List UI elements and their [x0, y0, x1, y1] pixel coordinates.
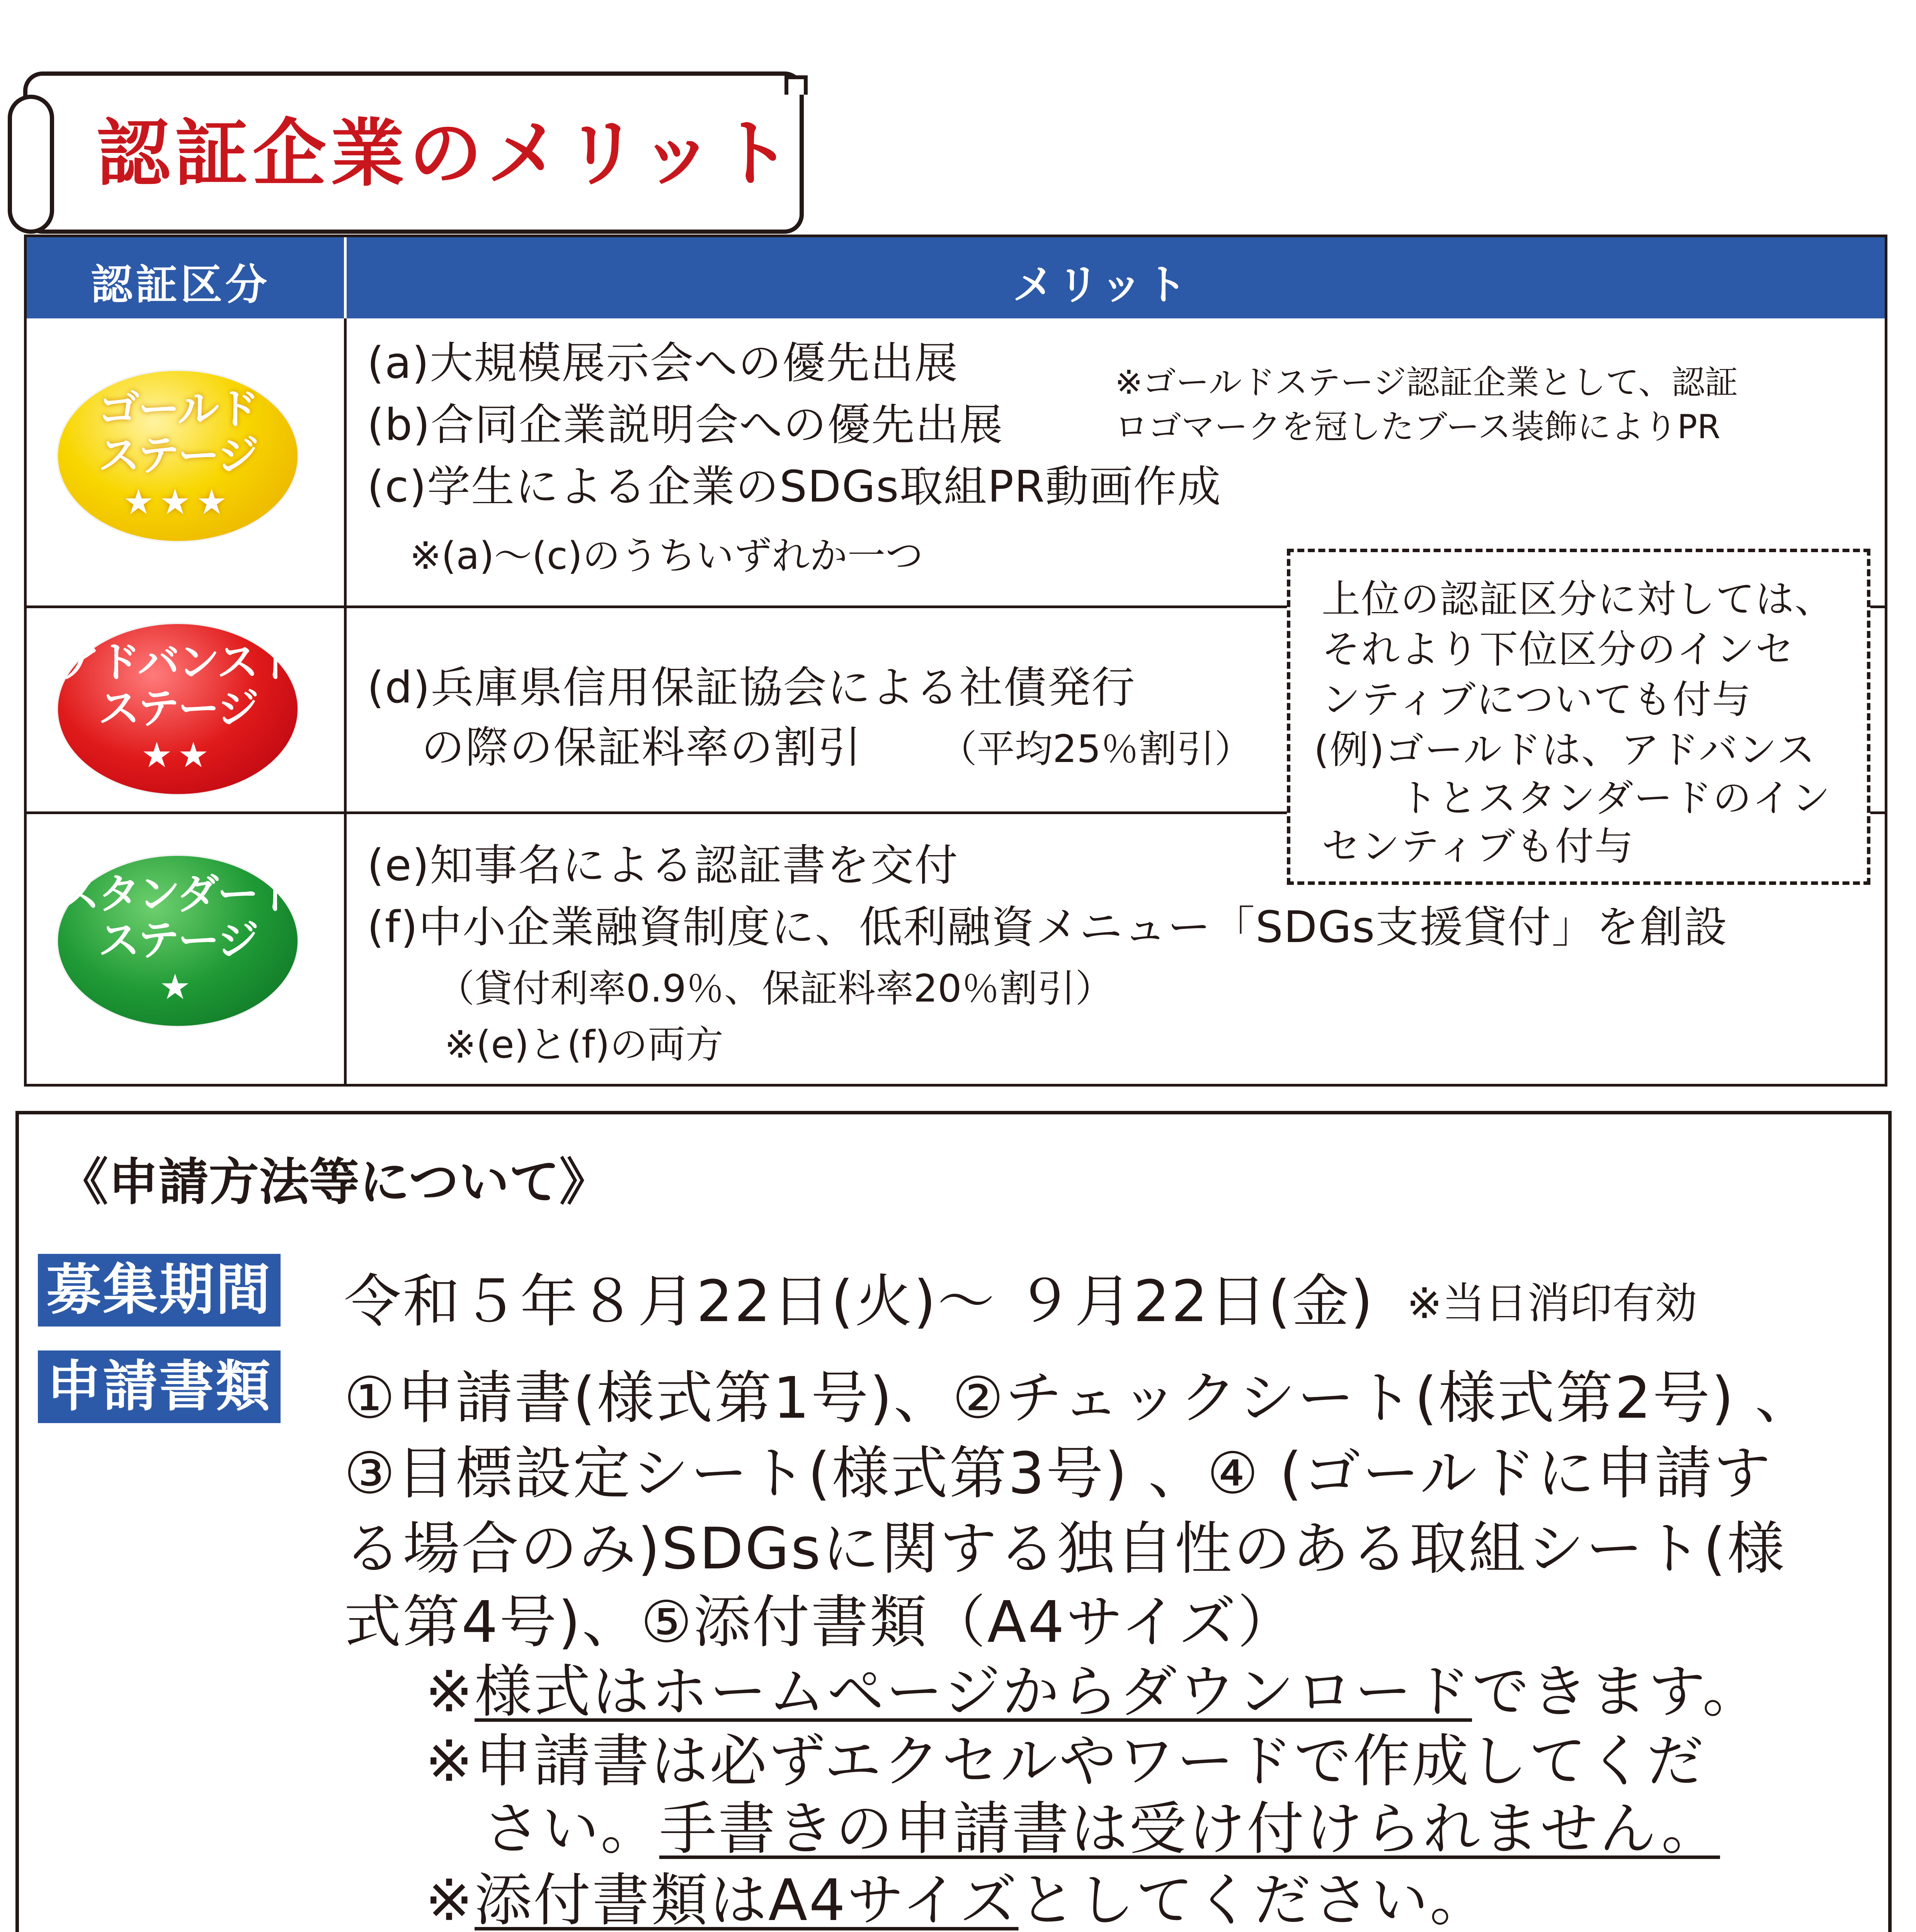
- merit-note: ※(a)〜(c)のうちいずれか一つ: [410, 534, 923, 578]
- star-icons: ★: [159, 967, 196, 1007]
- banner-scroll-curl: [8, 95, 54, 234]
- note-attachment: ※添付書類はA4サイズとしてください。: [425, 1867, 1489, 1932]
- banner-scroll-tab: [784, 75, 808, 95]
- incentive-line: (例)ゴールドは、アドバンス: [1314, 727, 1816, 772]
- merit-table-header: [27, 237, 1885, 318]
- documents-line: 式第4号)、⑤添付書類（A4サイズ）: [344, 1589, 1297, 1655]
- merit-note: ※(e)と(f)の両方: [444, 1023, 723, 1067]
- side-note: ロゴマークを冠したブース装飾によりPR: [1115, 408, 1720, 446]
- merit-item: (e)知事名による認証書を交付: [367, 840, 959, 891]
- period-value: 令和５年８月22日(火)〜 ９月22日(金): [344, 1268, 1375, 1335]
- period-label: 募集期間: [38, 1254, 281, 1327]
- incentive-line: センティブも付与: [1322, 824, 1634, 869]
- documents-label: 申請書類: [38, 1350, 281, 1423]
- incentive-line: それより下位区分のインセ: [1322, 627, 1795, 672]
- application-section-title: 《申請方法等について》: [58, 1153, 610, 1211]
- documents-line: ③目標設定シート(様式第3号) 、④ (ゴールドに申請す: [344, 1440, 1772, 1507]
- standard-stage-badge: スタンダード ステージ ★: [58, 856, 298, 1026]
- merit-item: (b)合同企業説明会への優先出展: [367, 400, 1004, 450]
- period-note: ※当日消印有効: [1407, 1279, 1698, 1328]
- merit-item: (a)大規模展示会への優先出展: [367, 338, 959, 388]
- advanced-stage-badge: アドバンスト ステージ ★★: [58, 624, 298, 794]
- side-note: ※ゴールドステージ認証企業として、認証: [1115, 363, 1738, 402]
- incentive-line: 上位の認証区分に対しては、: [1322, 577, 1834, 622]
- merit-item: (c)学生による企業のSDGs取組PR動画作成: [367, 462, 1222, 512]
- header-category: 認証区分: [91, 261, 271, 309]
- merit-suffix: （平均25％割引）: [939, 727, 1252, 771]
- page-title: 認証企業のメリット: [97, 111, 796, 196]
- gold-stage-badge: ゴールド ステージ ★★★: [58, 371, 298, 541]
- merit-item: (f)中小企業融資制度に、低利融資メニュー「SDGs支援貸付」を創設: [367, 902, 1728, 952]
- documents-line: ①申請書(様式第1号)、②チェックシート(様式第2号) 、: [344, 1365, 1814, 1431]
- incentive-line: トとスタンダードのイン: [1399, 776, 1831, 821]
- header-divider: [344, 237, 347, 318]
- merit-sub: （貸付利率0.9％、保証料率20％割引）: [437, 967, 1113, 1011]
- incentive-line: ンティブについても付与: [1322, 677, 1751, 722]
- note-format: ※申請書は必ずエクセルやワードで作成してくだ: [425, 1728, 1705, 1794]
- star-icons: ★★★: [123, 482, 233, 522]
- star-icons: ★★: [141, 735, 214, 776]
- note-format-cont: さい。手書きの申請書は受け付けられません。: [483, 1796, 1720, 1862]
- note-download: ※様式はホームページからダウンロードできます。: [425, 1658, 1761, 1725]
- merit-item: の際の保証料率の割引: [421, 723, 862, 773]
- column-divider: [344, 318, 347, 1087]
- merit-item: (d)兵庫県信用保証協会による社債発行: [367, 663, 1136, 713]
- documents-line: る場合のみ)SDGsに関する独自性のある取組シート(様: [344, 1515, 1786, 1582]
- header-merit: メリット: [1012, 261, 1190, 309]
